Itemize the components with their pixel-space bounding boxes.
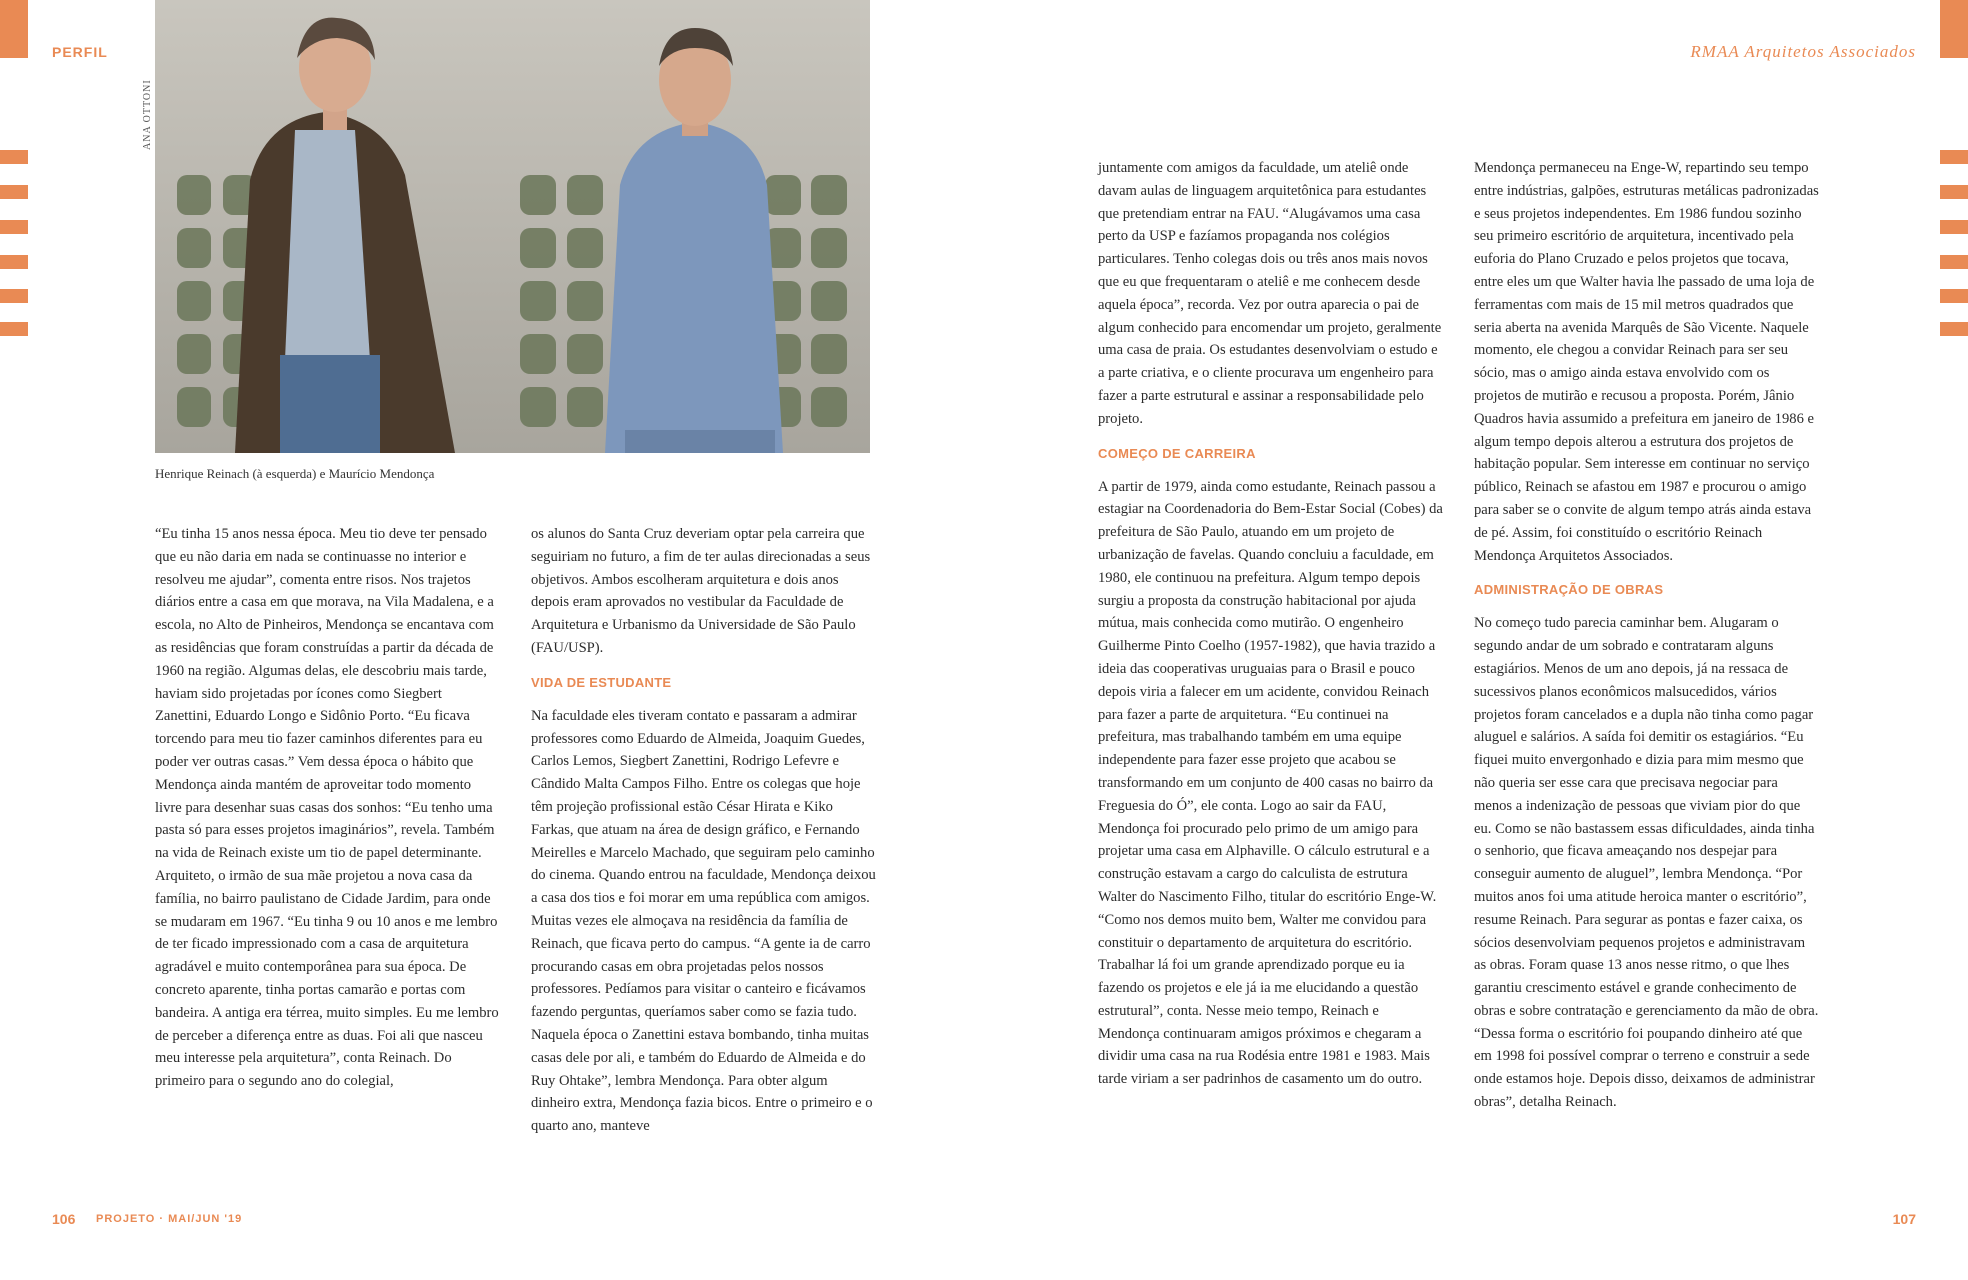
portrait-photo bbox=[155, 0, 870, 453]
paragraph: “Eu tinha 15 anos nessa época. Meu tio deve ter pensado que eu não daria em nada se continuasse no interior e resolveu me ajudar”, comenta entre risos. Nos trajetos diários entre a casa em que morava, na Vila Madalena, e a escola, no Alto de Pinheiros, Mendonça se encantava com as residências que foram construídas a partir da década de 1960 na região. Algumas delas, ele descobriu mais tarde, haviam sido projetadas por ícones como Siegbert Zanettini, Eduardo Longo e Sidônio Porto. “Eu ficava torcendo para meu tio fazer caminhos diferentes para eu poder ver outras casas.” Vem dessa época o hábito que Mendonça ainda mantém de aproveitar todo momento livre para desenhar suas casas dos sonhos: “Eu tenho uma pasta só para esses projetos imaginários”, revela. Também na vida de Reinach existe um tio de papel determinante. Arquiteto, o irmão de sua mãe projetou a nova casa da família, no bairro paulistano de Cidade Jardim, para onde se mudaram em 1967. “Eu tinha 9 ou 10 anos e me lembro de ter ficado impressionado com a casa de arquitetura agradável e muito contemporânea para sua época. De concreto aparente, tinha portas camarão e portas com bandeira. A antiga era térrea, muito simples. Eu me lembro de perceber a diferença entre as duas. Foi ali que nasceu meu interesse pela arquitetura”, conta Reinach. Do primeiro para o segundo ano do colegial, bbox=[155, 526, 499, 1090]
paragraph: No começo tudo parecia caminhar bem. Alugaram o segundo andar de um sobrado e contrataram alguns estagiários. Menos de um ano depois, já na ressaca de sucessivos planos econômicos malsucedidos, vários projetos foram cancelados e a dupla não tinha como pagar aluguel e salários. A saída foi demitir os estagiários. “Eu fiquei muito envergonhado e dizia para mim mesmo que não queria ser esse cara que precisava negociar para menos a indenização de pessoas que viviam pior do que eu. Como se não bastassem essas dificuldades, ainda tinha o senhorio, que ficava ameaçando nos despejar para conseguir aumento de aluguel”, lembra Mendonça. “Por muitos anos foi uma atitude heroica manter o escritório”, resume Reinach. Para segurar as pontas e fazer caixa, os sócios desenvolviam pequenos projetos e administravam as obras. Foram quase 13 anos nesse ritmo, o que lhes garantiu crescimento estável e grande conhecimento de obras e sobre contratação e gerenciamento da mão de obra. “Dessa forma o escritório foi poupando dinheiro até que em 1998 foi possível comprar o terreno e construir a sede onde estamos hoje. Depois disso, deixamos de administrar obras”, detalha Reinach. bbox=[1474, 615, 1819, 1111]
edge-tab-right bbox=[1940, 150, 1968, 164]
edge-tab-right bbox=[1940, 185, 1968, 199]
text-column-4 bbox=[1474, 157, 1819, 1114]
paragraph: A partir de 1979, ainda como estudante, Reinach passou a estagiar na Coordenadoria do Bem-Estar Social (Cobes) da prefeitura de São Paulo, atuando em um projeto de urbanização de favelas. Quando concluiu a faculdade, em 1980, ele continuou na prefeitura. Algum tempo depois surgiu a proposta da construção habitacional por ajuda mútua, mais conhecida como mutirão. O engenheiro Guilherme Pinto Coelho (1957-1982), que havia trazido a ideia das cooperativas uruguaias para o Brasil e pouco depois viria a falecer em um acidente, convidou Reinach para fazer a parte de arquitetura. “Eu continuei na prefeitura, mas trabalhando também em uma equipe independente para fazer esse projeto que acabou se transformando em um conjunto de 400 casas no bairro da Freguesia do Ó”, ele conta. Logo ao sair da FAU, Mendonça foi procurado pelo primo de um amigo para projetar uma casa em Alphaville. O cálculo estrutural e a construção estavam a cargo do calculista de estrutura Walter do Nascimento Filho, titular do escritório Enge-W. “Como nos demos muito bem, Walter me convidou para constituir o departamento de arquitetura do escritório. Trabalhar lá foi um grande aprendizado porque eu ia fazendo os projetos e ele já ia me elucidando a questão estrutural”, conta. Nesse meio tempo, Reinach e Mendonça continuaram amigos próximos e chegaram a dividir uma casa na rua Rodésia entre 1981 e 1983. Mais tarde viriam a ser padrinhos de casamento um do outro. bbox=[1098, 478, 1443, 1088]
section-heading: COMEÇO DE CARREIRA bbox=[1098, 445, 1256, 461]
text-column-3 bbox=[1098, 157, 1443, 1091]
section-heading: ADMINISTRAÇÃO DE OBRAS bbox=[1474, 582, 1664, 598]
edge-tab-right bbox=[1940, 255, 1968, 269]
edge-tab-left bbox=[0, 255, 28, 269]
edge-tab-left bbox=[0, 322, 28, 336]
photo-caption: Henrique Reinach (à esquerda) e Maurício Mendonça bbox=[155, 466, 435, 481]
magazine-issue: PROJETO · MAI/JUN '19 bbox=[96, 1213, 243, 1225]
running-title: RMAA Arquitetos Associados bbox=[1690, 42, 1916, 61]
paragraph: Na faculdade eles tiveram contato e passaram a admirar professores como Eduardo de Almeida, Joaquim Guedes, Carlos Lemos, Siegbert Zanettini, Rodrigo Lefevre e Cândido Malta Campos Filho. Entre os colegas que hoje têm projeção profissional estão César Hirata e Kiko Farkas, que atuam na área de design gráfico, e Fernando Meirelles e Marcelo Machado, que seguiram pelo caminho do cinema. Quando entrou na faculdade, Mendonça deixou a casa dos tios e foi morar em uma república com amigos. Muitas vezes ele almoçava na residência da família de Reinach, que ficava perto do campus. “A gente ia de carro procurando casas em obra projetadas pelos nossos professores. Pedíamos para visitar o canteiro e ficávamos fazendo perguntas, queríamos saber como se fazia tudo. Naquela época o Zanettini estava bombando, tinha muitas casas dele por ali, e também do Eduardo de Almeida e do Ruy Ohtake”, lembra Mendonça. Para obter algum dinheiro extra, Mendonça fazia bicos. Entre o primeiro e o quarto ano, manteve bbox=[531, 707, 876, 1135]
paragraph: juntamente com amigos da faculdade, um ateliê onde davam aulas de linguagem arquitetônica para estudantes que pretendiam entrar na FAU. “Alugávamos uma casa perto da USP e fazíamos propaganda nos colégios particulares. Tenho colegas dois ou três anos mais novos que eu que frequentaram o ateliê e me conhecem desde aquela época”, recorda. Vez por outra aparecia o pai de algum conhecido para encomendar um projeto, geralmente uma casa de praia. Os estudantes desenvolviam o estudo e a parte criativa, e o cliente procurava um engenheiro para fazer a parte estrutural e assinar a responsabilidade pelo projeto. bbox=[1098, 160, 1442, 427]
photo-credit: ANA OTTONI bbox=[142, 79, 153, 150]
text-column-1 bbox=[155, 523, 500, 1093]
text-column-2 bbox=[531, 523, 876, 1138]
paragraph: os alunos do Santa Cruz deveriam optar pela carreira que seguiriam no futuro, a fim de ter aulas direcionadas a seus objetivos. Ambos escolheram arquitetura e dois anos depois eram aprovados no vestibular da Faculdade de Arquitetura e Urbanismo da Universidade de São Paulo (FAU/USP). bbox=[531, 526, 871, 656]
section-label: PERFIL bbox=[52, 44, 108, 60]
edge-tab-right bbox=[1940, 322, 1968, 336]
edge-tab-right bbox=[1940, 289, 1968, 303]
page-number-right: 107 bbox=[1892, 1211, 1916, 1227]
corner-tab-right bbox=[1940, 0, 1968, 58]
portrait-illustration bbox=[155, 0, 870, 453]
edge-tab-left bbox=[0, 220, 28, 234]
edge-tab-right bbox=[1940, 220, 1968, 234]
edge-tab-left bbox=[0, 289, 28, 303]
section-heading: VIDA DE ESTUDANTE bbox=[531, 674, 672, 690]
edge-tab-left bbox=[0, 150, 28, 164]
page-number-left: 106 bbox=[52, 1211, 76, 1227]
paragraph: Mendonça permaneceu na Enge-W, repartindo seu tempo entre indústrias, galpões, estruturas metálicas padronizadas e seus projetos independentes. Em 1986 fundou sozinho seu primeiro escritório de arquitetura, incentivado pela euforia do Plano Cruzado e pelos projetos que tocava, entre eles um que Walter havia lhe passado de uma loja de ferramentas com mais de 15 mil metros quadrados que seria aberta na avenida Marquês de São Vicente. Naquele momento, ele chegou a convidar Reinach para ser seu sócio, mas o amigo ainda estava envolvido com os projetos de mutirão e recusou a proposta. Porém, Jânio Quadros havia assumido a prefeitura em janeiro de 1986 e algum tempo depois alterou a estrutura dos projetos de habitação popular. Sem interesse em continuar no serviço público, Reinach se afastou em 1987 e procurou o amigo para saber se o convite de algum tempo atrás ainda estava de pé. Assim, foi constituído o escritório Reinach Mendonça Arquitetos Associados. bbox=[1474, 160, 1819, 564]
edge-tab-left bbox=[0, 185, 28, 199]
corner-tab-left bbox=[0, 0, 28, 58]
